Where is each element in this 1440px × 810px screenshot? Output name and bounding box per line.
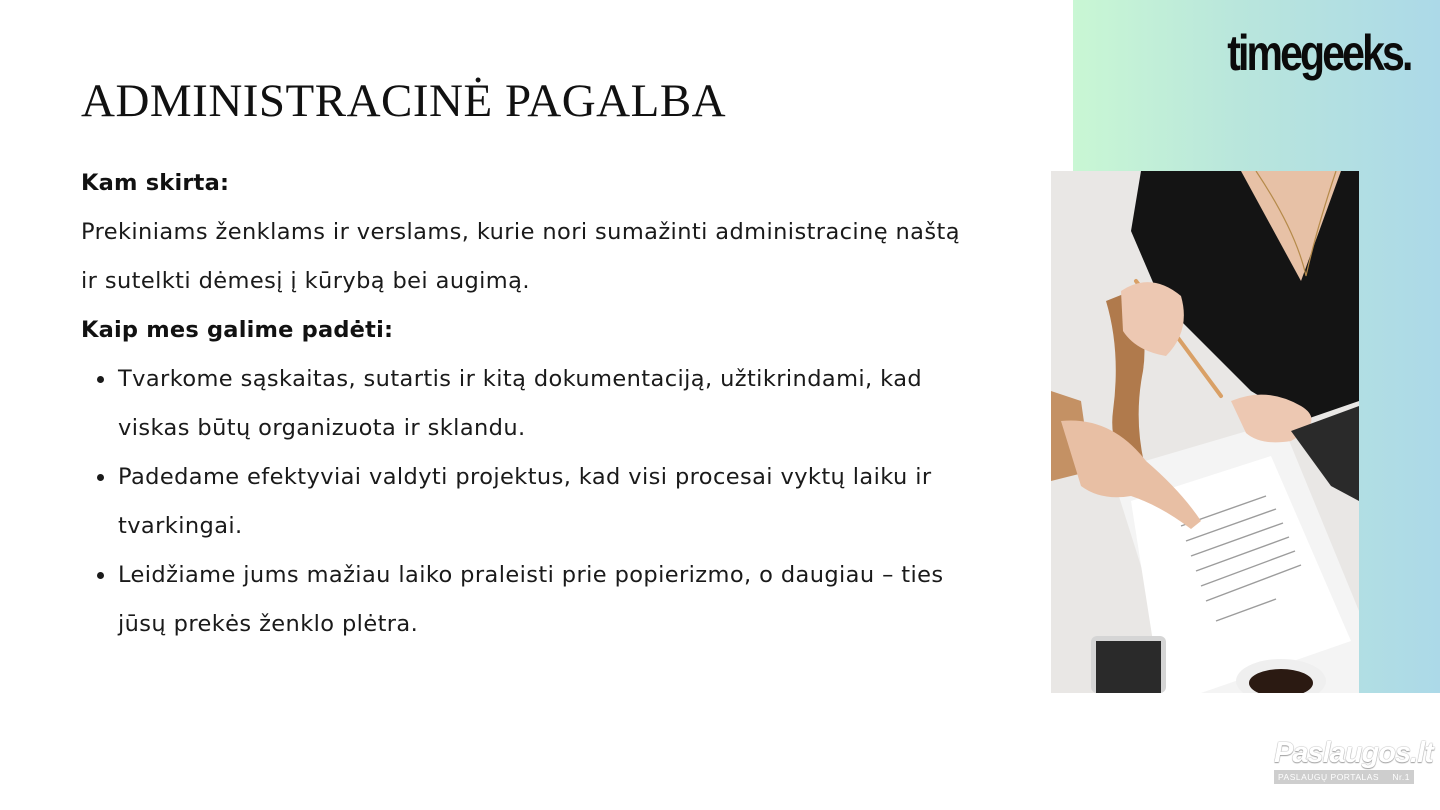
how-heading: Kaip mes galime padėti: <box>81 317 394 343</box>
watermark-subtitle <box>1274 770 1414 784</box>
paslaugos-watermark <box>1274 737 1433 788</box>
list-item: Tvarkome sąskaitas, sutartis ir kitą dokumentaciją, užtikrindami, kad viskas būtų organizuota ir sklandu. <box>81 355 961 453</box>
watermark-sub-left: PASLAUGŲ PORTALAS <box>1278 772 1380 782</box>
slide-content <box>81 159 961 649</box>
page-title: ADMINISTRACINĖ PAGALBA <box>81 75 727 127</box>
for-whom-text: Prekiniams ženklams ir verslams, kurie nori sumažinti administracinę naštą ir sutelkti dėmesį į kūrybą bei augimą. <box>81 219 960 294</box>
brand-logo: timegeeks. <box>1226 25 1410 81</box>
for-whom-heading: Kam skirta: <box>81 170 230 196</box>
document-signing-photo <box>1051 171 1359 693</box>
watermark-sub-right: Nr.1 <box>1392 772 1410 782</box>
list-item: Padedame efektyviai valdyti projektus, kad visi procesai vyktų laiku ir tvarkingai. <box>81 453 961 551</box>
watermark-main-text: Paslaugos.lt <box>1274 737 1433 769</box>
services-list <box>81 355 961 649</box>
list-item: Leidžiame jums mažiau laiko praleisti prie popierizmo, o daugiau – ties jūsų prekės ženklo plėtra. <box>81 551 961 649</box>
